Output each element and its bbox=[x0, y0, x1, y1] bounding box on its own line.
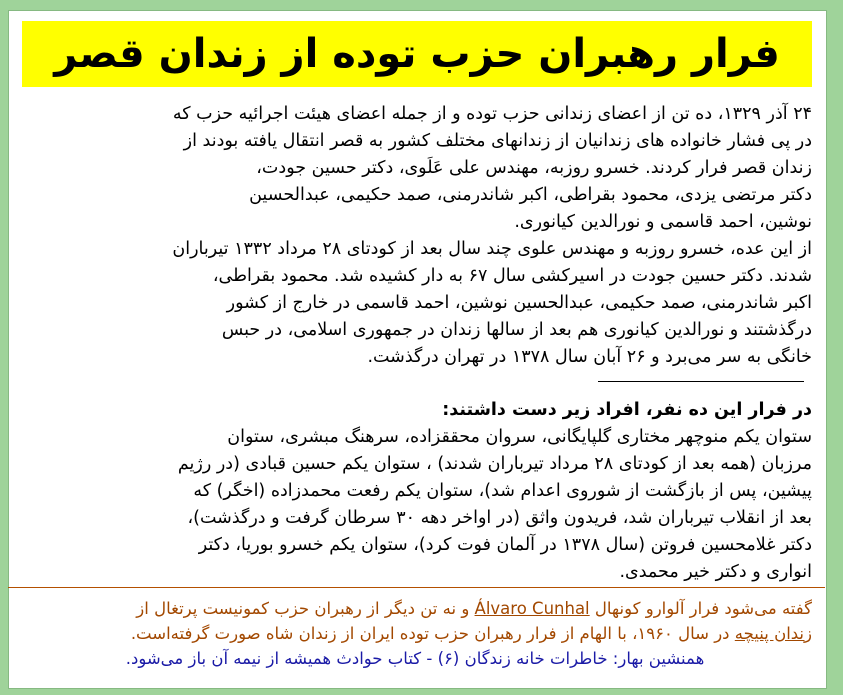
title-banner bbox=[22, 21, 812, 87]
text-line: نوشین، احمد قاسمی و نورالدین کیانوری. bbox=[514, 212, 812, 232]
section-divider bbox=[598, 381, 804, 382]
text-line: از این عده، خسرو روزبه و مهندس علوی چند سال بعد از کودتای ۲۸ مرداد ۱۳۳۲ تیرباران bbox=[172, 239, 812, 259]
text-line: انواری و دکتر خیر محمدی. bbox=[619, 562, 812, 582]
paragraph-escape bbox=[22, 101, 812, 236]
footnote-source: همنشین بهار: خاطرات خانه زندگان (۶) - کتاب حوادث همیشه از نیمه آن باز می‌شود. bbox=[125, 649, 705, 668]
alvaro-cunhal-link[interactable]: Álvaro Cunhal bbox=[474, 599, 590, 618]
text-line: پیشین، پس از بازگشت از شوروی اعدام شد)، ستوان یکم رفعت محمدزاده (اخگر) که bbox=[193, 481, 812, 501]
footnote-line-1 bbox=[38, 596, 812, 621]
text-line: اکبر شاندرمنی، صمد حکیمی، عبدالحسین نوشین، احمد قاسمی در خارج از کشور bbox=[226, 293, 812, 313]
section-heading: در فرار این ده نفر، افراد زیر دست داشتند: bbox=[442, 400, 812, 420]
text-line: ستوان یکم منوچهر مختاری گلپایگانی، سروان محققزاده، سرهنگ مبشری، ستوان bbox=[227, 427, 812, 447]
text-line: زندان قصر فرار کردند. خسرو روزبه، مهندس علی عَلَوی، دکتر حسین جودت، bbox=[256, 158, 812, 178]
peniche-prison-link[interactable]: زندان پنیچه bbox=[734, 624, 812, 643]
footnote-line-2 bbox=[38, 621, 812, 646]
paragraph-fate bbox=[22, 236, 812, 371]
text-line: مرزبان (همه بعد از کودتای ۲۸ مرداد تیرباران شدند) ، ستوان یکم حسین قبادی (در رژیم bbox=[177, 454, 812, 474]
text-line: دکتر مرتضی یزدی، محمود بقراطی، اکبر شاندرمنی، صمد حکیمی، عبدالحسین bbox=[249, 185, 812, 205]
text-line: ۲۴ آذر ۱۳۲۹، ده تن از اعضای زندانی حزب توده و از جمله اعضای هیئت اجرائیه حزب که bbox=[172, 104, 812, 124]
page-title: فرار رهبران حزب توده از زندان قصر bbox=[54, 31, 780, 77]
footnote-text: و نه تن دیگر از رهبران حزب کمونیست پرتغال از bbox=[136, 599, 470, 618]
text-line: خانگی به سر می‌برد و ۲۶ آبان سال ۱۳۷۸ در تهران درگذشت. bbox=[367, 347, 812, 367]
footnote-text: در سال ۱۹۶۰، با الهام از فرار رهبران حزب توده ایران از زندان شاه صورت گرفته‌است. bbox=[130, 624, 730, 643]
footnote-box bbox=[8, 587, 825, 676]
footnote-text: گفته می‌شود فرار آلوارو کونهال bbox=[594, 599, 812, 618]
text-line: در پی فشار خانواده های زندانیان از زندانهای مختلف کشور به قصر انتقال یافته بودند از bbox=[183, 131, 812, 151]
text-line: بعد از انقلاب تیرباران شد، فریدون واثق (در اواخر دهه ۳۰ سرطان گرفت و درگذشت)، bbox=[187, 508, 812, 528]
text-line: دکتر غلامحسین فروتن (سال ۱۳۷۸ در آلمان فوت کرد)، ستوان یکم خسرو بوریا، دکتر bbox=[198, 535, 812, 555]
paragraph-helpers bbox=[22, 397, 812, 586]
text-line: شدند. دکتر حسین جودت در اسیرکشی سال ۶۷ به دار کشیده شد. محمود بقراطی، bbox=[212, 266, 812, 286]
text-line: درگذشتند و نورالدین کیانوری هم بعد از سالها زندان در جمهوری اسلامی، در حبس bbox=[221, 320, 812, 340]
